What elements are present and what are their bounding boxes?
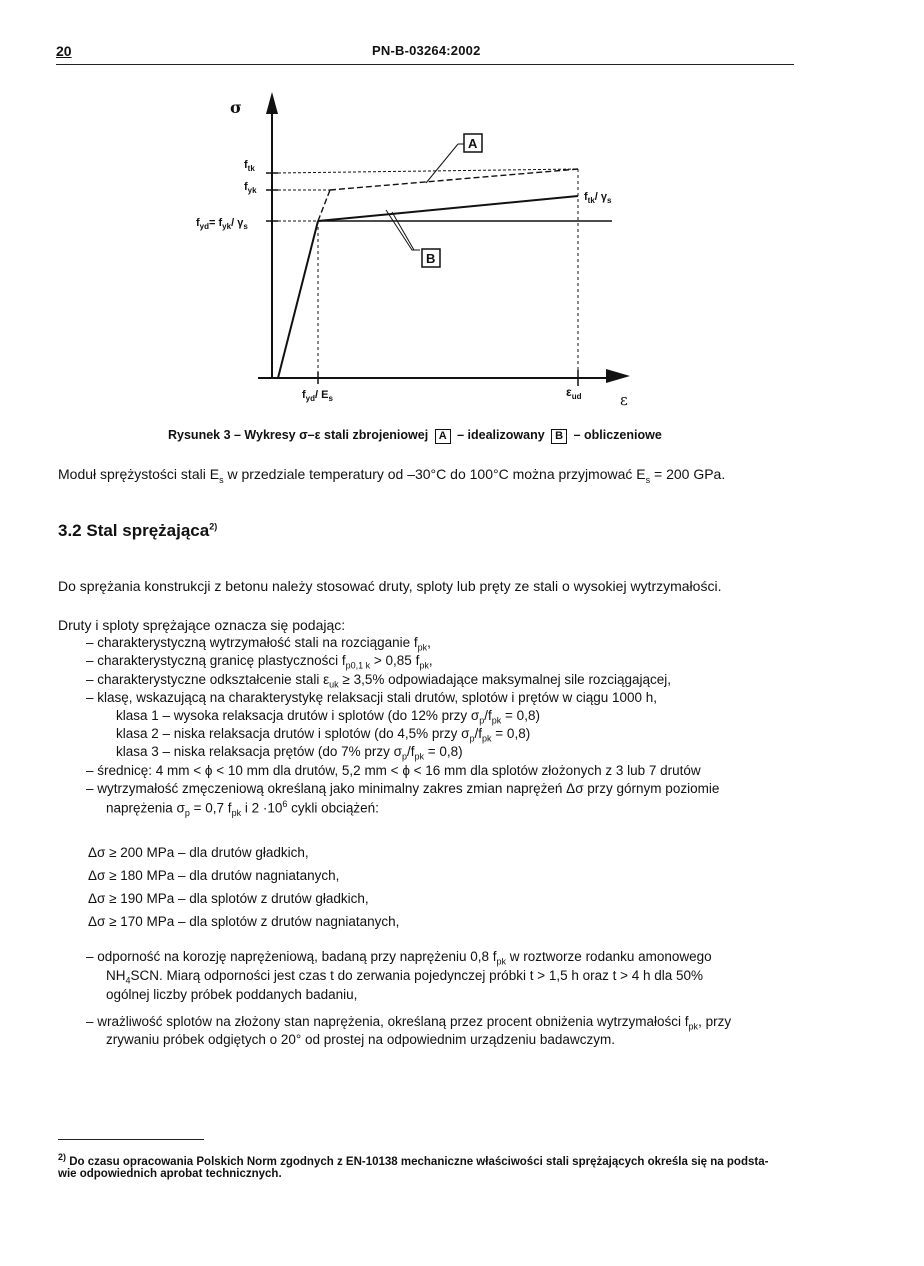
corrosion-item: – odporność na korozję naprężeniową, badaną przy naprężeniu 0,8 $f_{pk}$ w roztworze rodanku amonowego [86, 949, 712, 967]
fyk-label: $f_{yk}$ [244, 181, 257, 195]
epsilon-axis-label: ε [620, 391, 628, 409]
curve-b-elastic [278, 221, 318, 378]
list-item: – charakterystyczne odkształcenie stali $\varepsilon_{uk} \ge 3,5\%$ odpowiadające maksymalnej sile rozciągającej, [86, 672, 671, 690]
intro-paragraph: Do sprężania konstrukcji z betonu należy stosować druty, sploty lub pręty ze stali o wysokiej wytrzymałości. [58, 578, 722, 594]
header-rule [56, 64, 794, 65]
fatigue-item: Δσ ≥ 190 MPa – dla splotów z drutów gładkich, [88, 891, 369, 906]
footnote: $^{2)}$ Do czasu opracowania Polskich Norm zgodnych z EN-10138 mechaniczne właściwości stali sprężających określa się na podsta- [58, 1152, 769, 1168]
sensitivity-item-line2: zrywaniu próbek odgiętych o 20° od prostej na odpowiednim urządzeniu badawczym. [106, 1032, 615, 1047]
ftk-gamma-label: $f_{tk}/$ $\gamma_s$ [584, 191, 612, 205]
corrosion-item-line2: $NH_4SCN$. Miarą odporności jest czas t do zerwania pojedynczej próbki t > 1,5 h oraz t > 4 h dla 50% [106, 968, 704, 986]
eud-label: $\varepsilon_{ud}$ [566, 385, 582, 401]
fatigue-item: Δσ ≥ 200 MPa – dla drutów gładkich, [88, 845, 309, 860]
relaxation-class-1: klasa 1 – wysoka relaksacja drutów i splotów (do 12% przy $\sigma_p/f_{pk} = 0,8$) [116, 708, 540, 726]
caption-label-b: – obliczeniowe [573, 428, 662, 442]
sensitivity-item: – wrażliwość splotów na złożony stan naprężenia, określaną przez procent obniżenia wytrzymałości $f_{pk}$, przy [86, 1014, 732, 1032]
modulus-paragraph: Moduł sprężystości stali $E_s$ w przedziale temperatury od –30°C do 100°C można przyjmować $E_s = 200$ GPa. [58, 466, 726, 485]
section-heading: 3.2 Stal sprężająca$^{2)}$ [58, 521, 218, 540]
fyd-equation-label: $f_{yd}= f_{yk}/$ $\gamma_s$ [196, 217, 248, 231]
footnote-rule [58, 1139, 204, 1140]
figure-caption [168, 428, 662, 444]
list-item: – wytrzymałość zmęczeniową określaną jako minimalny zakres zmian naprężeń Δσ przy górnym poziomie [86, 781, 720, 796]
footnote-line2: wie odpowiednich aprobat technicznych. [58, 1168, 282, 1180]
list-item: – klasę, wskazującą na charakterystykę relaksacji stali drutów, splotów i prętów w ciągu 1000 h, [86, 690, 658, 705]
label-b: B [426, 251, 436, 266]
x-axis-arrow [606, 369, 630, 383]
y-axis-arrow [266, 92, 278, 114]
list-item: – charakterystyczną wytrzymałość stali na rozciąganie $f_{pk}$, [86, 635, 431, 653]
document-id: PN-B-03264:2002 [372, 43, 481, 58]
corrosion-item-line3: ogólnej liczby próbek poddanych badaniu, [106, 987, 358, 1002]
footnote-ref: 2) [209, 521, 218, 532]
curve-a-hardening [330, 169, 578, 190]
caption-text: Rysunek 3 – Wykresy σ–ε stali zbrojeniowej [168, 428, 429, 442]
caption-label-a: – idealizowany [457, 428, 545, 442]
curve-b-inclined [318, 196, 578, 221]
caption-box-a: A [435, 429, 451, 444]
caption-box-b: B [551, 429, 567, 444]
footnote-marker: 2) [58, 1152, 67, 1162]
list-item-continuation: naprężenia $\sigma_p = 0,7$ $f_{pk}$ i $2 \cdot 10^6$ cykli obciążeń: [106, 799, 379, 819]
ftk-label: $f_{tk}$ [244, 159, 255, 173]
relaxation-class-2: klasa 2 – niska relaksacja drutów i splotów (do 4,5% przy $\sigma_p/f_{pk} = 0,8$) [116, 726, 531, 744]
sigma-axis-label: σ [230, 98, 242, 117]
fyd-es-label: $f_{yd}/$ $E_s$ [302, 389, 333, 403]
fatigue-item: Δσ ≥ 170 MPa – dla splotów z drutów nagniatanych, [88, 914, 400, 929]
page-number: 20 [56, 43, 72, 59]
list-item: – charakterystyczną granicę plastyczności $f_{p0,1 k} > 0,85$ $f_{pk}$, [86, 653, 433, 671]
relaxation-class-3: klasa 3 – niska relaksacja prętów (do 7% przy $\sigma_p/f_{pk} = 0,8$) [116, 744, 463, 762]
list-intro: Druty i sploty sprężające oznacza się podając: [58, 617, 346, 633]
fatigue-item: Δσ ≥ 180 MPa – dla drutów nagniatanych, [88, 868, 340, 883]
stress-strain-diagram [0, 80, 924, 420]
label-a: A [468, 136, 478, 151]
curve-a-elastic [318, 190, 330, 221]
list-item: – średnicę: 4 mm < ϕ < 10 mm dla drutów, 5,2 mm < ϕ < 16 mm dla splotów złożonych z 3 lub 7 drutów [86, 763, 701, 778]
